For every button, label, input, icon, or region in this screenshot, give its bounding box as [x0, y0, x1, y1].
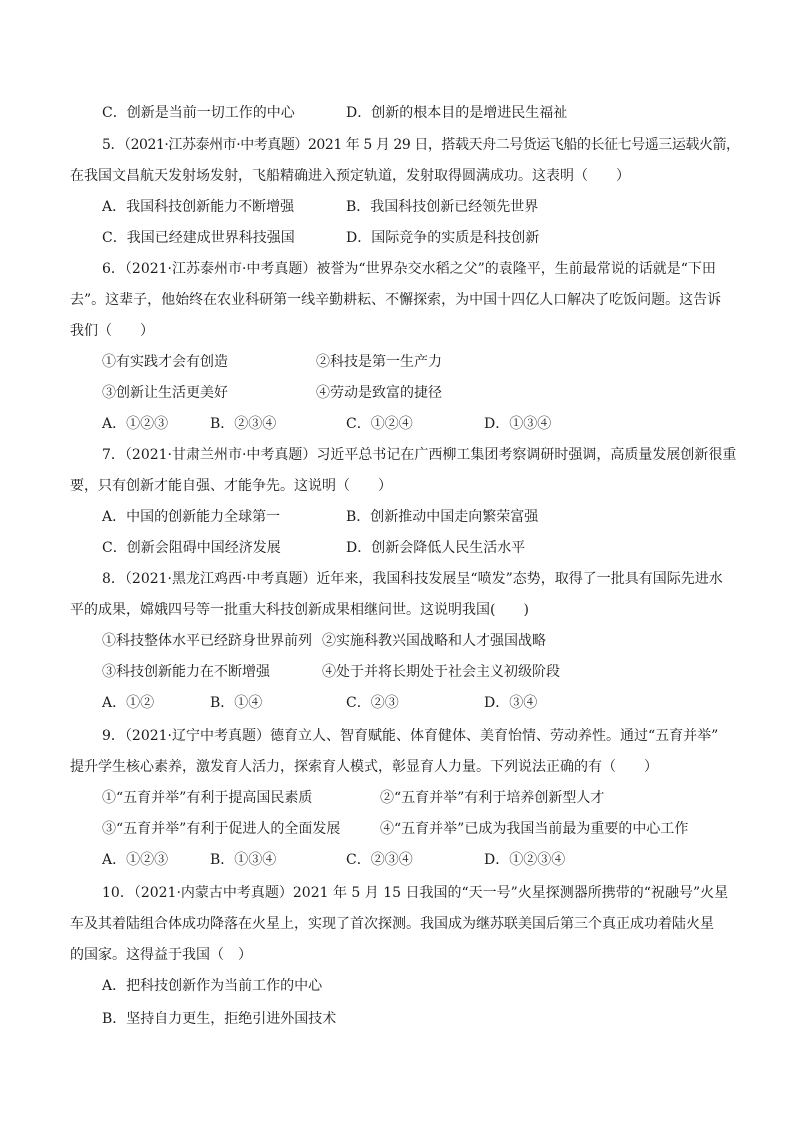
q5-option-c: C．我国已经建成世界科技强国	[102, 230, 295, 246]
q8-statement-3: ③科技创新能力在不断增强	[102, 664, 270, 680]
q6-statement-3: ③创新让生活更美好	[102, 385, 228, 401]
q6-statement-2: ②科技是第一生产力	[316, 354, 442, 370]
q5-option-b: B．我国科技创新已经领先世界	[346, 199, 539, 215]
q5-option-d: D．国际竞争的实质是科技创新	[346, 230, 540, 246]
q6-option-d: D．①③④	[484, 416, 552, 432]
q9-option-c: C．②③④	[346, 852, 413, 868]
q7-option-c: C．创新会阻碍中国经济发展	[102, 540, 281, 556]
q5-option-a: A．我国科技创新能力不断增强	[102, 199, 295, 215]
q9-statement-4: ④“五育并举”已成为我国当前最为重要的中心工作	[380, 821, 689, 837]
q8-statement-2: ②实施科教兴国战略和人才强国战略	[322, 633, 546, 649]
q10-option-b: B．坚持自力更生，拒绝引进外国技术	[102, 1011, 337, 1027]
exam-page: C．创新是当前一切工作的中心 D．创新的根本目的是增进民生福祉 5．（2021·江苏泰州市·中考真题）2021 年 5 月 29 日，搭载天舟二号货运飞船的长征七号遥三运载火箭， 在我国文昌航天发射场发射，飞船精确进入预定轨道，发射取得圆满成功。这表明（ ） A．我国科技创新能力不断增强 B．我国科技创新已经领先世界 C．我国已经建成世界科技强国 D．国际竞争的实质是科技创新 6．（2021·江苏泰州市·中考真题）被誉为“世界杂交水稻之父”的袁隆平，生前最常说的话就是“下田 去”。这辈子，他始终在农业科研第一线辛勤耕耘、不懈探索，为中国十四亿人口解决了吃饭问题。这告诉 我们（ ） ①有实践才会有创造 ②科技是第一生产力 ③创新让生活更美好 ④劳动是致富的捷径 A．①②③ B．②③④ C．①②④ D．①③④ 7．（2021·甘肃兰州市·中考真题）习近平总书记在广西柳工集团考察调研时强调，高质量发展创新很重 要，只有创新才能自强、才能争先。这说明（ ） A．中国的创新能力全球第一 B．创新推动中国走向繁荣富强 C．创新会阻碍中国经济发展 D．创新会降低人民生活水平 8．（2021·黑龙江鸡西·中考真题）近年来，我国科技发展呈“喷发”态势，取得了一批具有国际先进水 平的成果，嫦娥四号等一批重大科技创新成果相继问世。这说明我国( ) ①科技整体水平已经跻身世界前列 ②实施科教兴国战略和人才强国战略 ③科技创新能力在不断增强 ④处于并将长期处于社会主义初级阶段 A．①② B．①④ C．②③ D．③④ 9．（2021·辽宁中考真题）德育立人、智育赋能、体育健体、美育怡情、劳动养性。通过“五育并举” 提升学生核心素养，激发育人活力，探索育人模式，彰显育人力量。下列说法正确的有（ ） ①“五育并举”有利于提高国民素质 ②“五育并举”有利于培养创新型人才 ③“五育并举”有利于促进人的全面发展 ④“五育并举”已成为我国当前最为重要的中心工作 A．①②③ B．①③④ C．②③④ D．①②③④ 10．（2021·内蒙古中考真题）2021 年 5 月 15 日我国的“天一号”火星探测器所携带的“祝融号”火星 车及其着陆组合体成功降落在火星上，实现了首次探测。我国成为继苏联美国后第三个真正成功着陆火星 的国家。这得益于我国（ ） A．把科技创新作为当前工作的中心 B．坚持自力更生，拒绝引进外国技术	[70, 105, 740, 1027]
q7-option-a: A．中国的创新能力全球第一	[102, 509, 281, 525]
q6-statement-1: ①有实践才会有创造	[102, 354, 228, 370]
q6-option-c: C．①②④	[346, 416, 413, 432]
q6-option-a: A．①②③	[102, 416, 169, 432]
q9-option-d: D．①②③④	[484, 852, 566, 868]
q4-option-d: D．创新的根本目的是增进民生福祉	[346, 105, 568, 121]
q8-option-c: C．②③	[346, 695, 399, 711]
q8-option-a: A．①②	[102, 695, 155, 711]
q9-statement-3: ③“五育并举”有利于促进人的全面发展	[102, 821, 341, 837]
q6-option-b: B．②③④	[210, 416, 277, 432]
q6-statement-4: ④劳动是致富的捷径	[316, 385, 442, 401]
q4-option-c: C．创新是当前一切工作的中心	[102, 105, 295, 121]
q9-statement-1: ①“五育并举”有利于提高国民素质	[102, 790, 313, 806]
q8-option-d: D．③④	[484, 695, 538, 711]
q8-option-b: B．①④	[210, 695, 263, 711]
q10-option-a: A．把科技创新作为当前工作的中心	[102, 978, 323, 994]
q9-option-b: B．①③④	[210, 852, 277, 868]
q7-option-b: B．创新推动中国走向繁荣富强	[346, 509, 539, 525]
q9-option-a: A．①②③	[102, 852, 169, 868]
q8-statement-4: ④处于并将长期处于社会主义初级阶段	[322, 664, 560, 680]
q9-statement-2: ②“五育并举”有利于培养创新型人才	[380, 790, 605, 806]
q8-statement-1: ①科技整体水平已经跻身世界前列	[102, 633, 312, 649]
q7-option-d: D．创新会降低人民生活水平	[346, 540, 526, 556]
